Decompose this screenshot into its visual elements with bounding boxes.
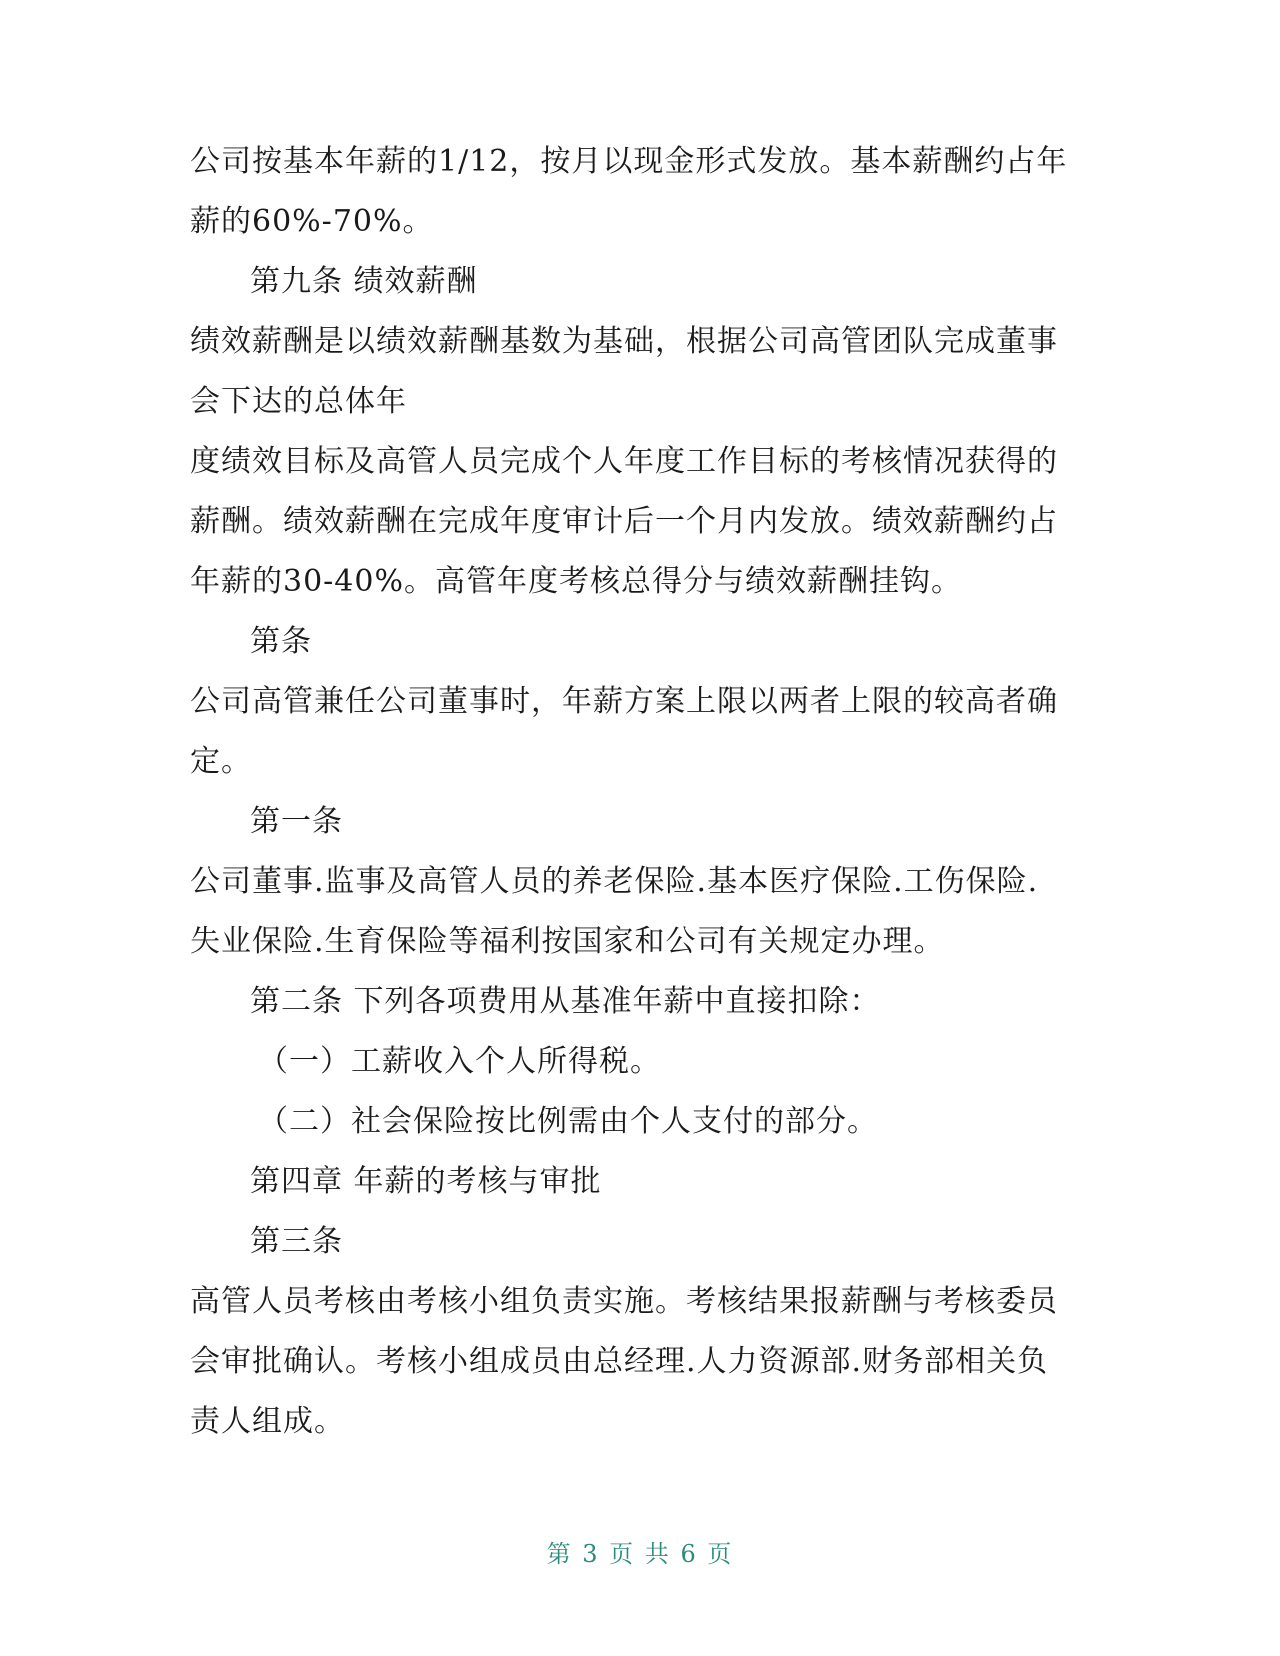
paragraph-line: 公司高管兼任公司董事时，年薪方案上限以两者上限的较高者确 — [190, 684, 1058, 719]
paragraph-line: 失业保险.生育保险等福利按国家和公司有关规定办理。 — [190, 924, 945, 959]
article-heading: 第一条 — [250, 804, 343, 839]
paragraph-line: 公司董事.监事及高管人员的养老保险.基本医疗保险.工伤保险. — [190, 864, 1039, 899]
chapter-heading: 第四章 年薪的考核与审批 — [250, 1164, 602, 1199]
article-heading: 第九条 绩效薪酬 — [250, 264, 478, 299]
paragraph-line: 年薪的30-40%。高管年度考核总得分与绩效薪酬挂钩。 — [190, 564, 962, 599]
page-number-footer: 第 3 页 共 6 页 — [546, 1540, 734, 1568]
paragraph-line: 绩效薪酬是以绩效薪酬基数为基础，根据公司高管团队完成董事 — [190, 324, 1058, 359]
paragraph-line: 高管人员考核由考核小组负责实施。考核结果报薪酬与考核委员 — [190, 1284, 1058, 1319]
paragraph-line: 薪酬。绩效薪酬在完成年度审计后一个月内发放。绩效薪酬约占 — [190, 504, 1058, 539]
paragraph-line: 会审批确认。考核小组成员由总经理.人力资源部.财务部相关负 — [190, 1344, 1049, 1379]
paragraph-line: 公司按基本年薪的1/12，按月以现金形式发放。基本薪酬约占年 — [190, 144, 1068, 179]
paragraph-line: 定。 — [190, 744, 252, 779]
paragraph-line: 度绩效目标及高管人员完成个人年度工作目标的考核情况获得的 — [190, 444, 1058, 479]
paragraph-line: 薪的60%-70%。 — [190, 204, 434, 239]
article-heading: 第条 — [250, 624, 312, 659]
paragraph-line: 会下达的总体年 — [190, 384, 407, 419]
article-heading: 第二条 下列各项费用从基准年薪中直接扣除： — [250, 984, 881, 1019]
paragraph-line: 责人组成。 — [190, 1404, 345, 1439]
list-item: （二）社会保险按比例需由个人支付的部分。 — [258, 1104, 878, 1139]
article-heading: 第三条 — [250, 1224, 343, 1259]
list-item: （一）工薪收入个人所得税。 — [258, 1044, 661, 1079]
